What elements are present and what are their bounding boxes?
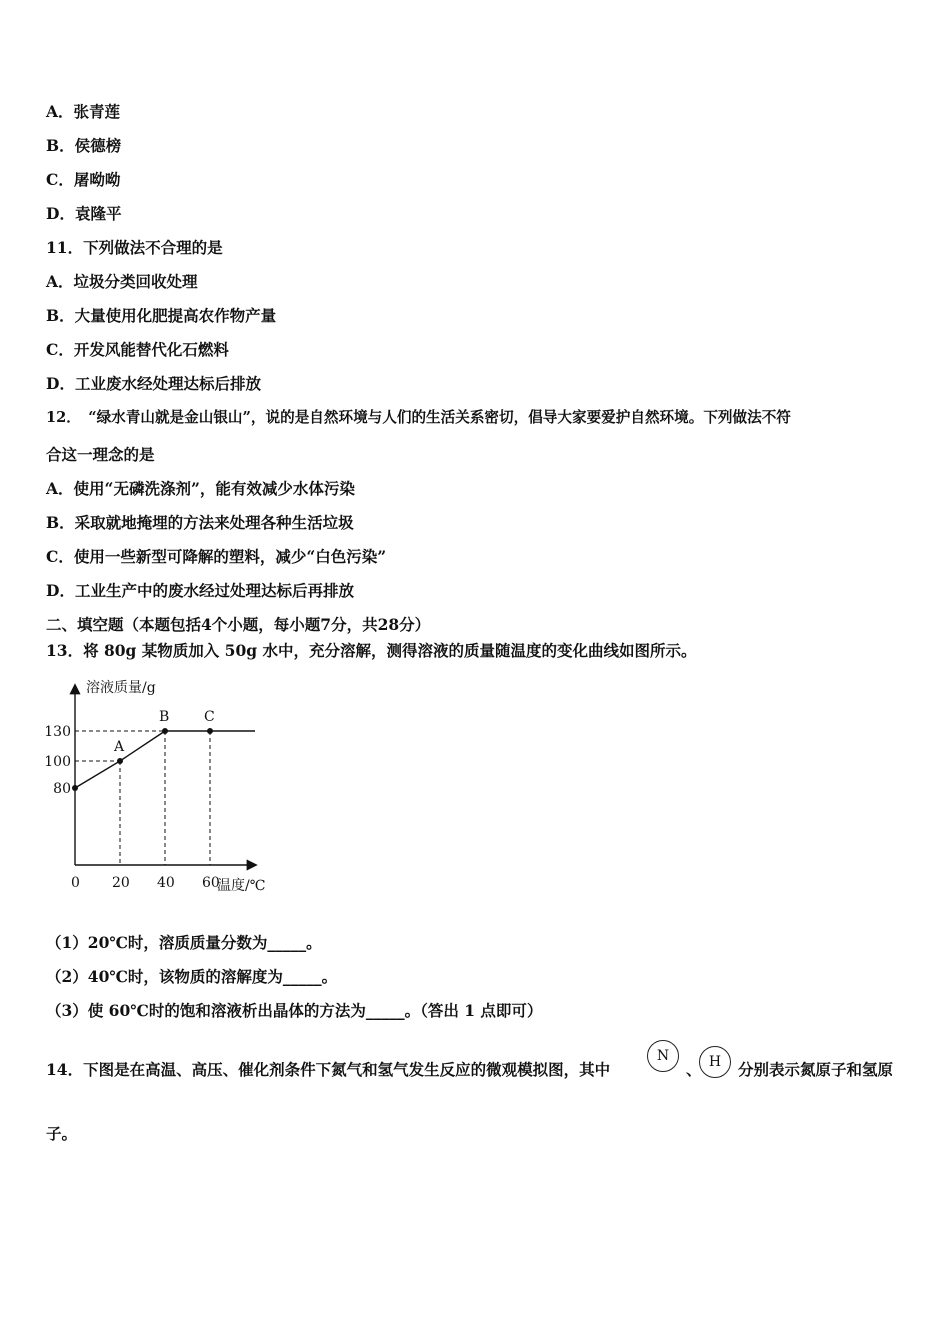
q10-option-d: D．袁隆平 [46,204,122,223]
q11-option-c: C．开发风能替代化石燃料 [46,340,229,359]
point-label-B: B [159,709,170,725]
q13-sub-3: （3）使 60℃时的饱和溶液析出晶体的方法为_____。（答出 1 点即可） [46,1001,543,1020]
q14-separator: 、 [686,1060,702,1079]
x-tick-label: 40 [157,875,175,891]
section-heading: 二、填空题（本题包括4个小题，每小题7分，共28分） [46,615,431,634]
q11-stem: 11．下列做法不合理的是 [46,238,223,257]
nitrogen-atom-icon: N [647,1040,679,1072]
q11-option-d: D．工业废水经处理达标后排放 [46,374,261,393]
q12-option-c: C．使用一些新型可降解的塑料，减少“白色污染” [46,547,387,566]
q14-stem-line1 [46,1040,916,1100]
y-axis-label: 溶液质量/g [86,680,156,696]
q10-option-b: B．侯德榜 [46,136,122,155]
q11-option-a: A．垃圾分类回收处理 [46,272,198,291]
q11-option-b: B．大量使用化肥提高农作物产量 [46,306,277,325]
point-label-A: A [114,739,125,755]
point-A [117,758,123,764]
x-tick-label: 60 [202,875,220,891]
y-tick-label: 80 [53,781,71,797]
y-tick-label: 100 [44,754,71,770]
point-label-C: C [204,709,215,725]
q10-option-a: A．张青莲 [46,102,121,121]
q13-sub-1: （1）20℃时，溶质质量分数为_____。 [46,933,322,952]
x-axis-label: 温度/℃ [217,878,266,894]
q14-stem-part2: 分别表示氮原子和氢原 [738,1060,894,1079]
q13-stem: 13．将 80g 某物质加入 50g 水中，充分溶解，测得溶液的质量随温度的变化曲线如图所示。 [46,641,697,660]
q13-sub-2: （2）40℃时，该物质的溶解度为_____。 [46,967,338,986]
q12-stem-line2: 合这一理念的是 [46,445,155,464]
q12-option-b: B．采取就地掩埋的方法来处理各种生活垃圾 [46,513,354,532]
q14-stem-line2: 子。 [46,1124,78,1143]
q12-stem-line1: 12． “绿水青山就是金山银山”，说的是自然环境与人们的生活关系密切，倡导大家要爱护自然环境。下列做法不符 [46,409,791,426]
hydrogen-atom-icon: H [699,1046,731,1078]
x-tick-label: 20 [112,875,130,891]
point-start [72,785,78,791]
point-C [207,728,213,734]
point-B [162,728,168,734]
q10-option-c: C．屠呦呦 [46,170,121,189]
q12-option-d: D．工业生产中的废水经过处理达标后再排放 [46,581,354,600]
y-tick-label: 130 [44,724,71,740]
q12-option-a: A．使用“无磷洗涤剂”，能有效减少水体污染 [46,479,355,498]
x-tick-label: 0 [71,875,80,891]
q14-stem-part1: 14．下图是在高温、高压、催化剂条件下氮气和氢气发生反应的微观模拟图，其中 [46,1060,611,1079]
solution-mass-chart [40,668,280,898]
